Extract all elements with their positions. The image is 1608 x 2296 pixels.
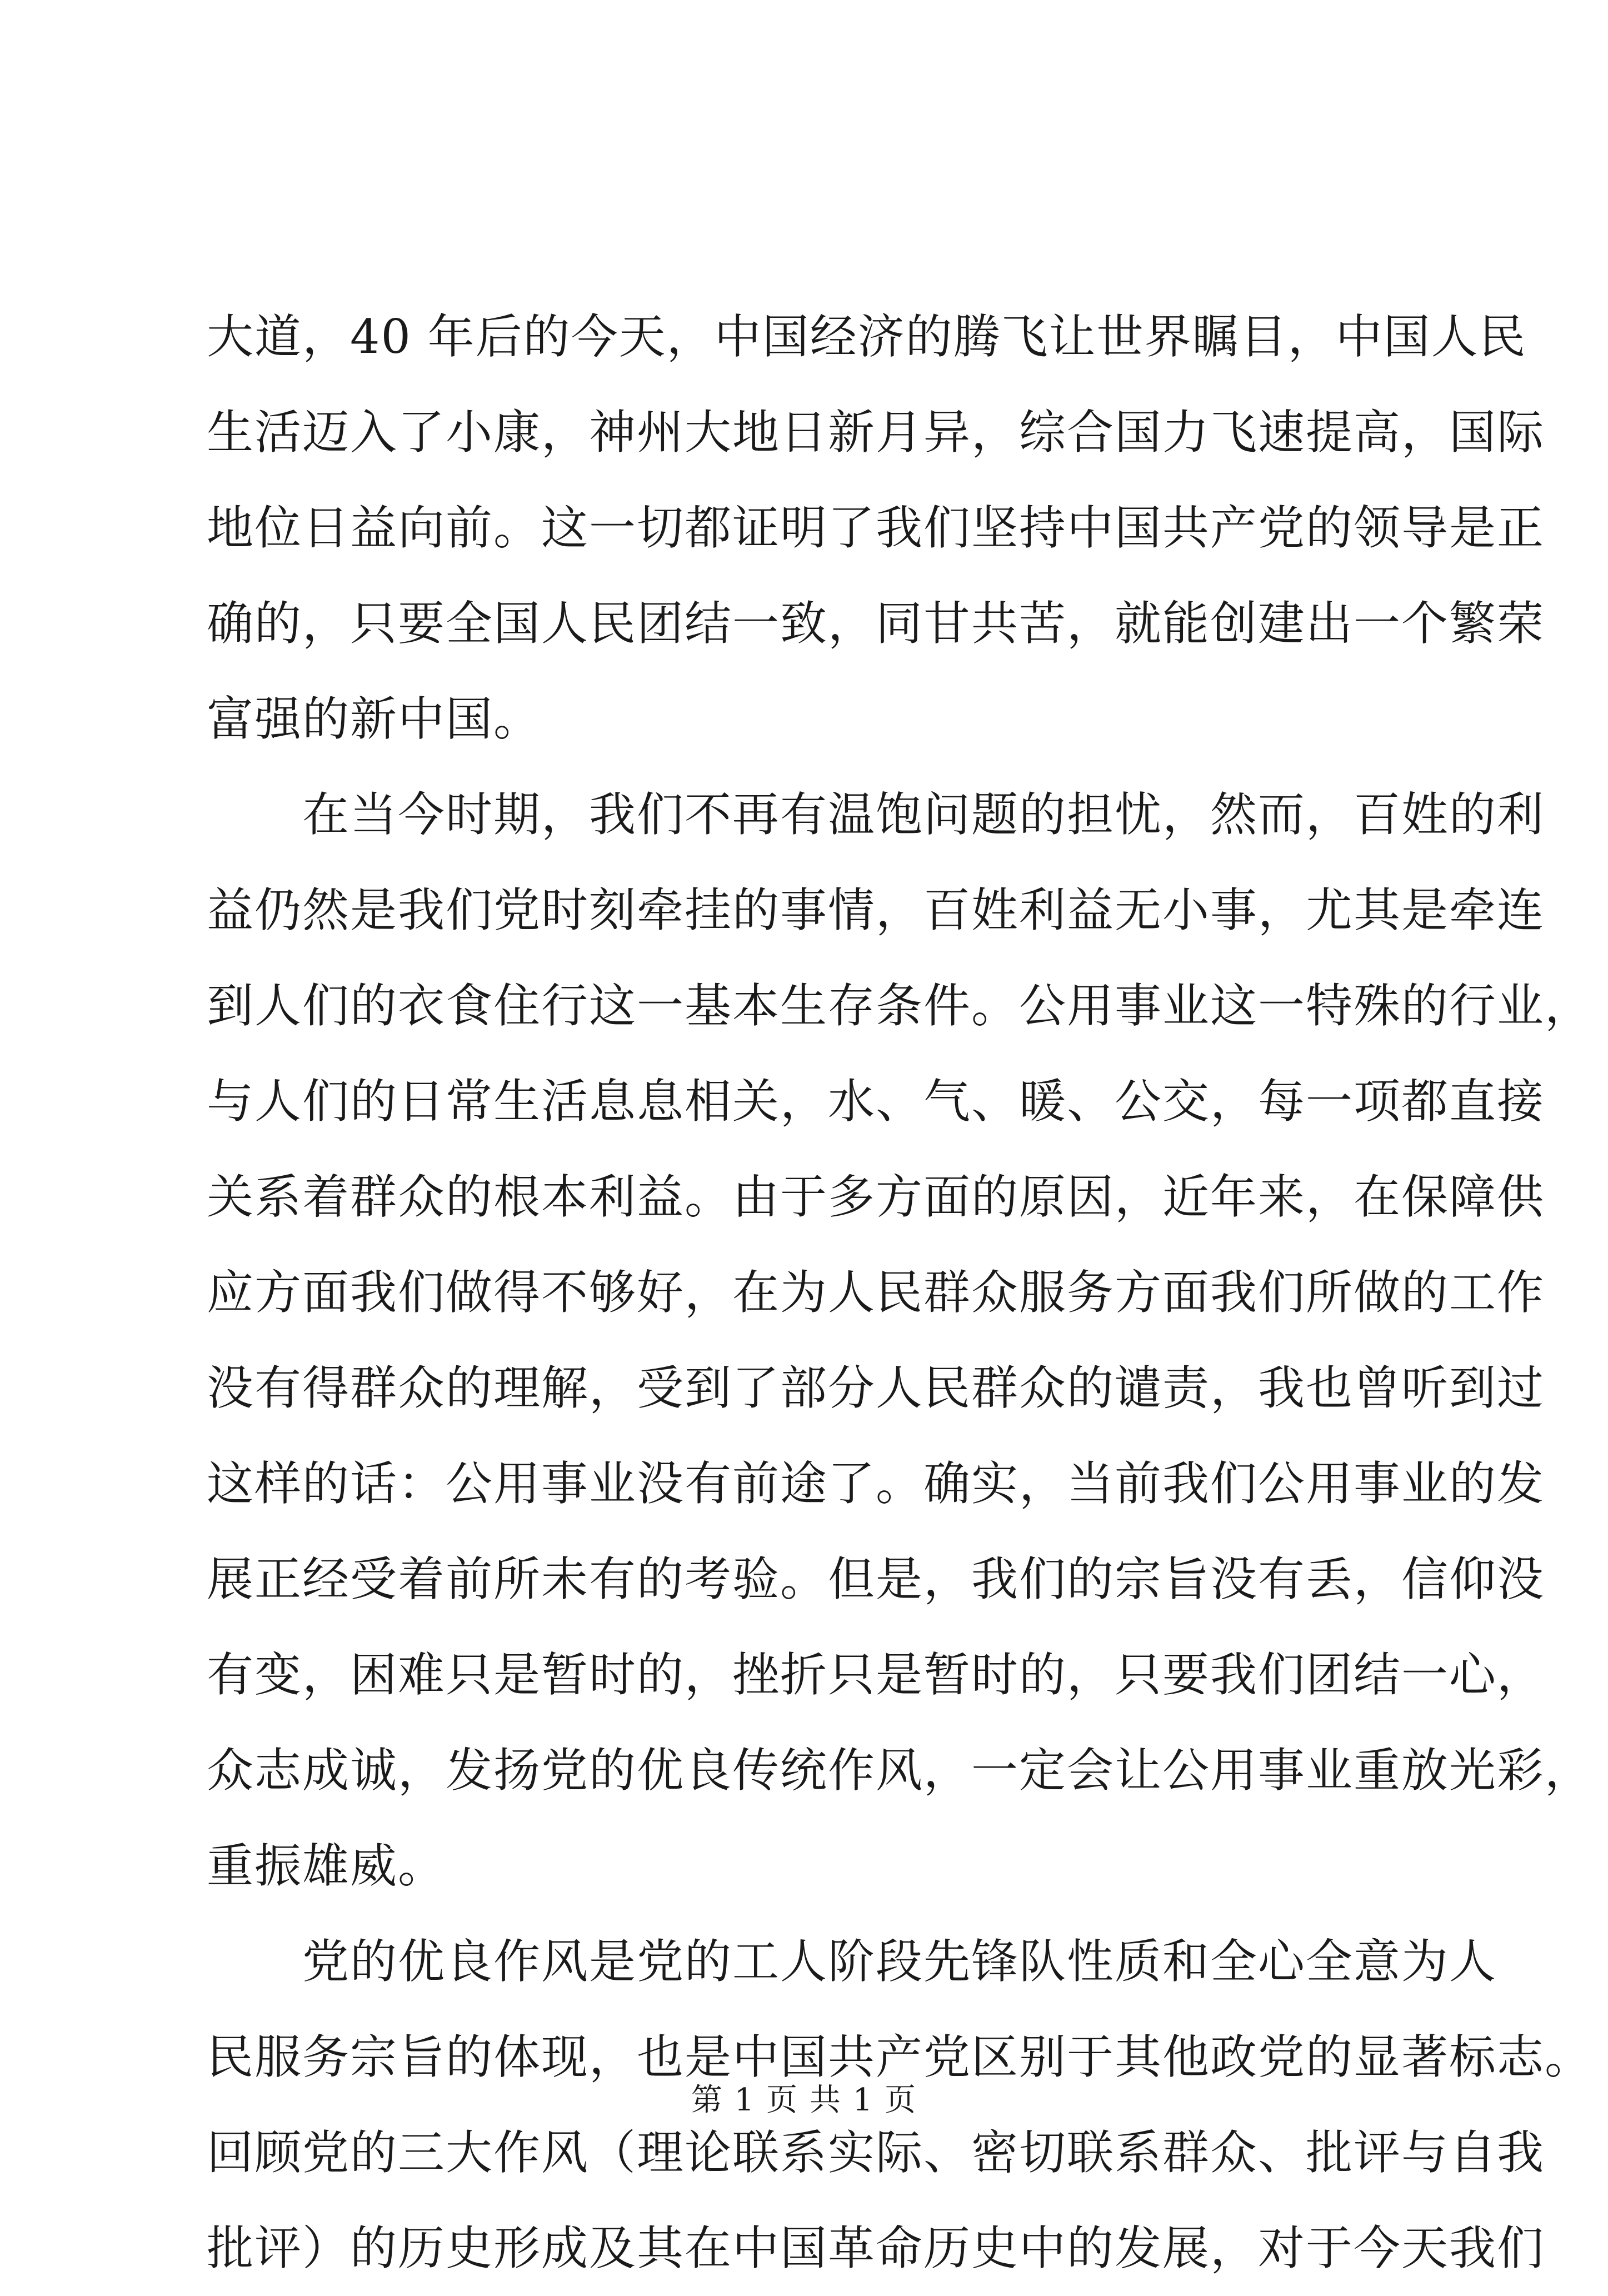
page-footer [0,2078,1608,2123]
text-line: 关系着群众的根本利益。由于多方面的原因，近年来，在保障供 [207,1170,1545,1224]
text-line: 众志成诚，发扬党的优良传统作风，一定会让公用事业重放光彩， [207,1743,1593,1798]
page-number: 第 1 页 共 1 页 [691,2082,917,2118]
text-line: 这样的话：公用事业没有前途了。确实，当前我们公用事业的发 [207,1456,1545,1511]
paragraph-first-line: 在当今时期，我们不再有温饱问题的担忧，然而，百姓的利 [302,787,1545,842]
text-line: 批评）的历史形成及其在中国革命历史中的发展，对于今天我们 [207,2221,1545,2275]
text-line: 大道，40 年后的今天，中国经济的腾飞让世界瞩目，中国人民 [207,310,1527,364]
text-line: 展正经受着前所未有的考验。但是，我们的宗旨没有丢，信仰没 [207,1552,1545,1606]
body-text [207,289,1593,2296]
text-line: 确的，只要全国人民团结一致，同甘共苦，就能创建出一个繁荣 [207,596,1545,651]
text-line: 与人们的日常生活息息相关，水、气、暖、公交，每一项都直接 [207,1074,1545,1129]
text-line: 地位日益向前。这一切都证明了我们坚持中国共产党的领导是正 [207,501,1545,555]
paragraph-first-line: 党的优良作风是党的工人阶段先锋队性质和全心全意为人 [302,1934,1497,1989]
text-line: 回顾党的三大作风（理论联系实际、密切联系群众、批评与自我 [207,2125,1545,2180]
text-line: 没有得群众的理解，受到了部分人民群众的谴责，我也曾听到过 [207,1361,1545,1415]
text-line: 有变，困难只是暂时的，挫折只是暂时的，只要我们团结一心， [207,1648,1545,1702]
text-line: 民服务宗旨的体现，也是中国共产党区别于其他政党的显著标志。 [207,2030,1593,2084]
text-line: 应方面我们做得不够好，在为人民群众服务方面我们所做的工作 [207,1265,1545,1320]
text-line: 富强的新中国。 [207,692,542,746]
text-line: 生活迈入了小康，神州大地日新月异，综合国力飞速提高，国际 [207,405,1545,460]
text-line: 益仍然是我们党时刻牵挂的事情，百姓利益无小事，尤其是牵连 [207,883,1545,937]
text-line: 到人们的衣食住行这一基本生存条件。公用事业这一特殊的行业， [207,979,1593,1033]
text-line: 重振雄威。 [207,1839,446,1893]
